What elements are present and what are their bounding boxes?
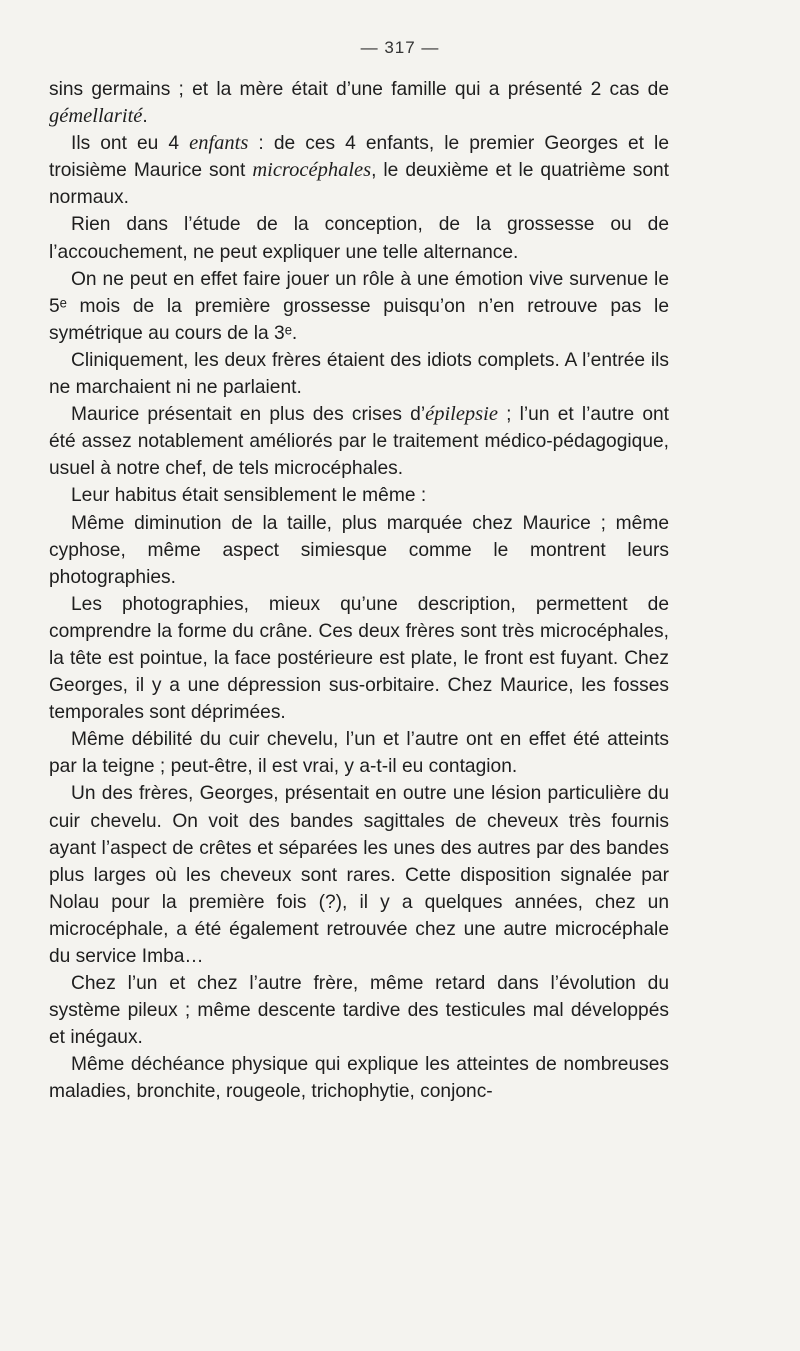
text-segment: Chez l’un et chez l’autre frère, même retard dans l’évolution du système pileux ; même descente tardive des testicules mal développés et inégaux. — [49, 973, 669, 1049]
page-number: — 317 — — [360, 38, 440, 57]
text-segment: Leur habitus était sensiblement le même : — [71, 485, 427, 507]
paragraph — [49, 1051, 669, 1105]
text-segment: . — [142, 106, 148, 128]
paragraph — [49, 130, 669, 211]
italic-term: microcéphales — [252, 159, 372, 182]
paragraph — [49, 211, 669, 265]
text-segment: , le deuxième et le quatrième sont normaux. — [49, 160, 669, 209]
text-segment: Maurice présentait en plus des crises d’ — [71, 404, 426, 426]
italic-term: épilepsie — [425, 403, 498, 426]
text-segment: Ils ont eu 4 — [71, 133, 190, 155]
italic-term: gémellarité — [49, 105, 143, 128]
body-text — [49, 76, 669, 1106]
text-segment: Un des frères, Georges, présentait en outre une lésion particulière du cuir chevelu. On voit des bandes sagittales de cheveux très fournis ayant l’aspect de crêtes et séparées les unes des autres par des bandes plus larges où les cheveux sont rares. Cette disposition signalée par Nolau pour la première fois (?), il y a quelques années, chez un microcéphale, a été également retrouvée chez une autre microcéphale du service Imba… — [49, 783, 669, 967]
paragraph — [49, 266, 669, 347]
paragraph — [49, 482, 669, 509]
paragraph — [49, 780, 669, 970]
italic-term: enfants — [189, 132, 249, 155]
text-segment: ; l’un et l’autre ont été assez notablement améliorés par le traitement médico-pédagogique, usuel à notre chef, de tels microcéphales. — [49, 404, 669, 480]
text-segment: Rien dans l’étude de la conception, de la grossesse ou de l’accouchement, ne peut expliquer une telle alternance. — [49, 214, 669, 263]
paragraph — [49, 401, 669, 482]
text-segment: Même déchéance physique qui explique les atteintes de nombreuses maladies, bronchite, rougeole, trichophytie, conjonc- — [49, 1054, 669, 1103]
text-segment: Les photographies, mieux qu’une description, permettent de comprendre la forme du crâne. Ces deux frères sont très microcéphales, la tête est pointue, la face postérieure est plate, le front est fuyant. Chez Georges, il y a une dépression sus-orbitaire. Chez Maurice, les fosses temporales sont déprimées. — [49, 593, 669, 724]
paragraph — [49, 76, 669, 130]
text-segment: : de ces 4 enfants, le premier Georges et le troisième Maurice sont — [49, 133, 669, 182]
text-segment: Même diminution de la taille, plus marquée chez Maurice ; même cyphose, même aspect simiesque comme le montrent leurs photographies. — [49, 512, 669, 588]
text-segment: sins germains ; et la mère était d’une famille qui a présenté 2 cas de — [49, 79, 669, 100]
paragraph — [49, 347, 669, 401]
paragraph — [49, 970, 669, 1051]
paragraph — [49, 591, 669, 726]
text-segment: On ne peut en effet faire jouer un rôle à une émotion vive survenue le 5ᵉ mois de la première grossesse puisqu’on n’en retrouve pas le symétrique au cours de la 3ᵉ. — [49, 268, 669, 344]
text-segment: Cliniquement, les deux frères étaient des idiots complets. A l’entrée ils ne marchaient ni ne parlaient. — [49, 349, 669, 399]
paragraph — [49, 510, 669, 591]
text-segment: Même débilité du cuir chevelu, l’un et l’autre ont en effet été atteints par la teigne ; peut-être, il est vrai, y a-t-il eu contagion. — [49, 729, 669, 778]
paragraph — [49, 726, 669, 780]
